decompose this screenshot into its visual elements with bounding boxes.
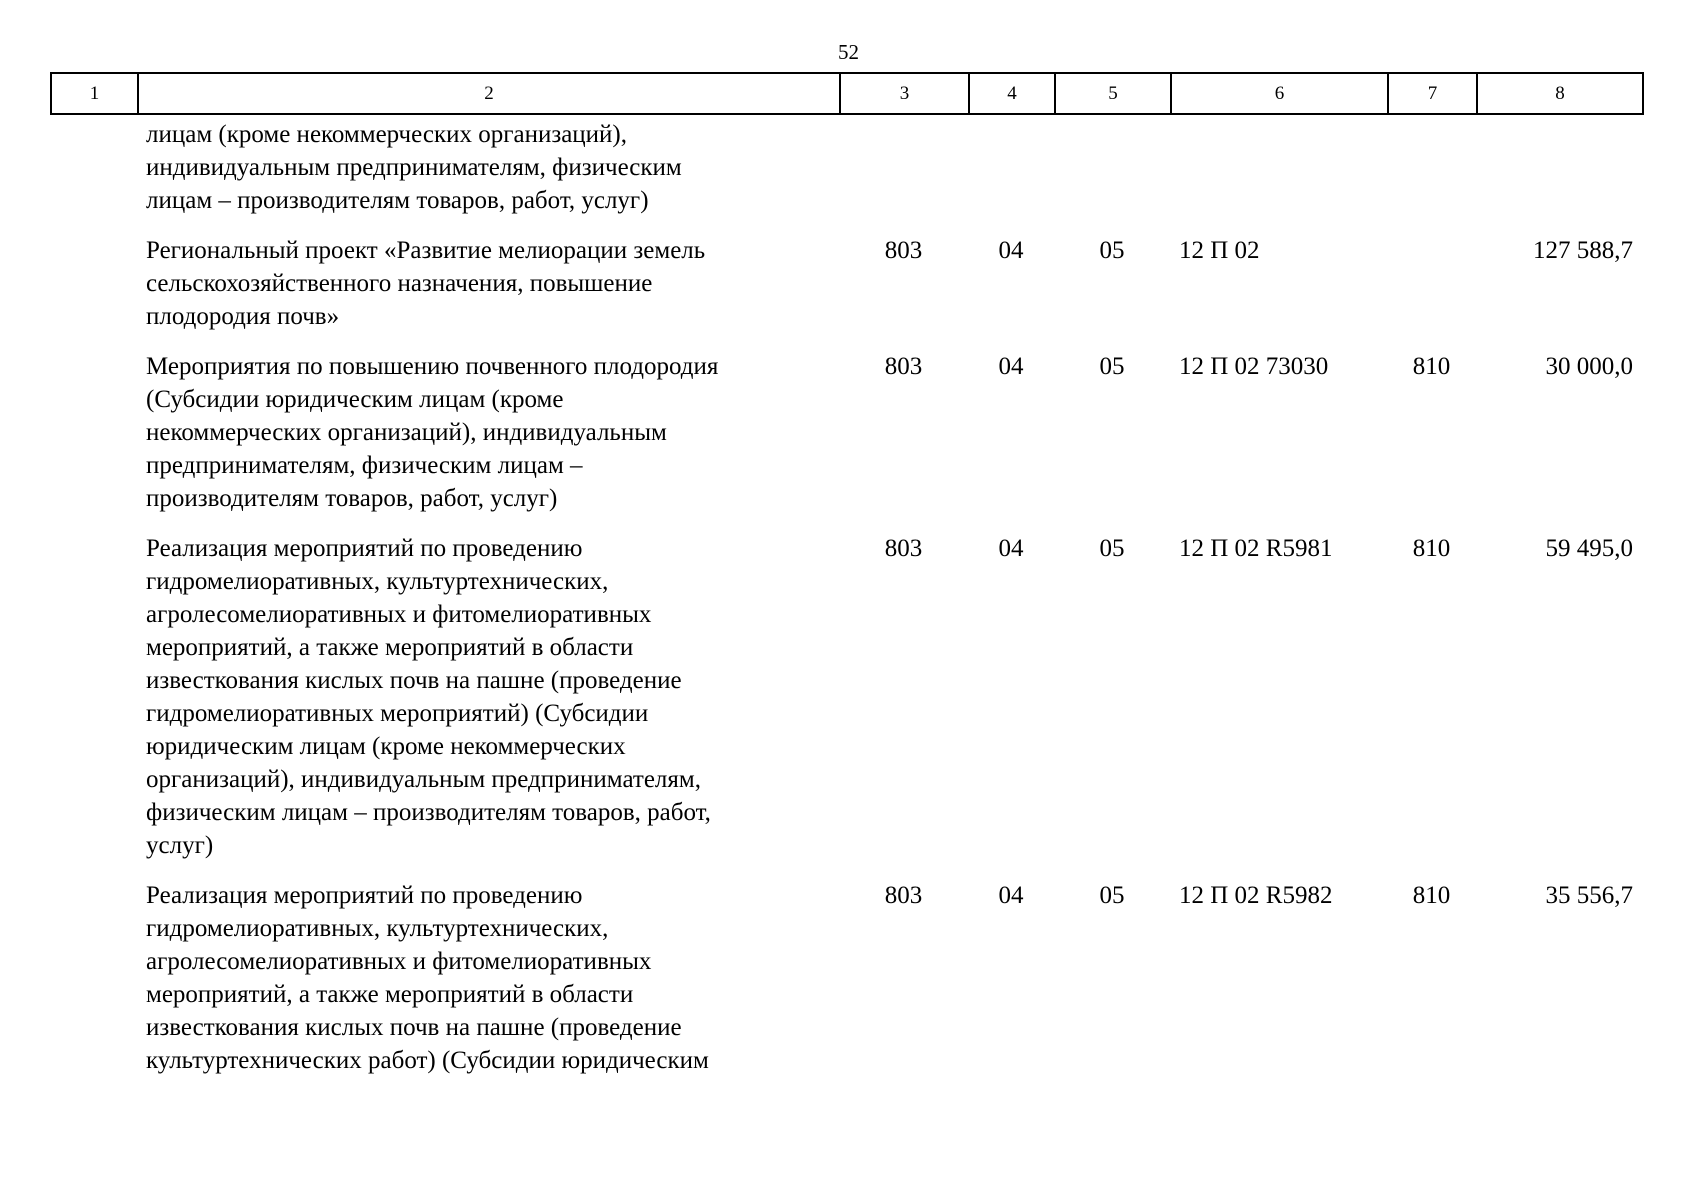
description-line: юридическим лицам (кроме некоммерческих [146, 733, 626, 760]
expense-type-cell [1387, 234, 1476, 333]
description-line: гидромелиоративных, культуртехнических, [146, 915, 609, 942]
description-line: услуг) [146, 832, 214, 859]
target-article-cell: 12 П 02 73030 [1179, 353, 1329, 380]
description-line: индивидуальным предпринимателям, физическим [146, 154, 682, 181]
expense-type-cell [1387, 118, 1476, 217]
description-line: Мероприятия по повышению почвенного плодородия [146, 353, 719, 380]
description-line: Региональный проект «Развитие мелиорации земель [146, 237, 706, 264]
description-cell [137, 118, 839, 217]
column-header-2: 2 [138, 73, 840, 114]
description-line: агролесомелиоративных и фитомелиоративных [146, 601, 652, 628]
amount-cell: 35 556,7 [1545, 882, 1633, 909]
description-line: физическим лицам – производителям товаров, работ, [146, 799, 711, 826]
section-code-cell [968, 118, 1054, 217]
column-header-1: 1 [51, 73, 138, 114]
description-line: мероприятий, а также мероприятий в области [146, 634, 634, 661]
row-number-cell [50, 234, 137, 333]
row-number-cell [50, 350, 137, 515]
column-header-4: 4 [969, 73, 1055, 114]
target-article-cell: 12 П 02 R5981 [1179, 535, 1333, 562]
expense-type-cell: 810 [1412, 353, 1451, 380]
column-header-5: 5 [1055, 73, 1171, 114]
description-cell [137, 532, 839, 862]
column-header-8: 8 [1477, 73, 1643, 114]
subsection-code-cell: 05 [1099, 535, 1125, 562]
description-line: гидромелиоративных, культуртехнических, [146, 568, 609, 595]
amount-cell: 30 000,0 [1545, 353, 1633, 380]
description-line: Реализация мероприятий по проведению [146, 882, 583, 909]
description-line: предпринимателям, физическим лицам – [146, 452, 583, 479]
description-line: культуртехнических работ) (Субсидии юридическим [146, 1047, 709, 1074]
table-body [50, 118, 1642, 1094]
description-line: лицам – производителям товаров, работ, услуг) [146, 187, 649, 214]
description-line: некоммерческих организаций), индивидуальным [146, 419, 667, 446]
subsection-code-cell: 05 [1099, 353, 1125, 380]
row-number-cell [50, 879, 137, 1077]
description-line: известкования кислых почв на пашне (проведение [146, 667, 682, 694]
description-line: лицам (кроме некоммерческих организаций), [146, 121, 628, 148]
description-cell [137, 350, 839, 515]
ministry-code-cell: 803 [884, 237, 923, 264]
section-code-cell: 04 [998, 882, 1024, 909]
page-number: 52 [838, 40, 859, 64]
table-row [50, 234, 1642, 333]
section-code-cell: 04 [998, 237, 1024, 264]
column-header-7: 7 [1388, 73, 1477, 114]
description-line: гидромелиоративных мероприятий) (Субсидии [146, 700, 649, 727]
description-line: организаций), индивидуальным предпринимателям, [146, 766, 701, 793]
description-line: (Субсидии юридическим лицам (кроме [146, 386, 564, 413]
subsection-code-cell [1054, 118, 1170, 217]
description-cell [137, 234, 839, 333]
description-line: плодородия почв» [146, 303, 340, 330]
row-number-cell [50, 118, 137, 217]
column-header-row [51, 73, 1643, 114]
description-cell [137, 879, 839, 1077]
table-row [50, 350, 1642, 515]
ministry-code-cell: 803 [884, 353, 923, 380]
description-line: известкования кислых почв на пашне (проведение [146, 1014, 682, 1041]
description-line: мероприятий, а также мероприятий в области [146, 981, 634, 1008]
description-line: Реализация мероприятий по проведению [146, 535, 583, 562]
amount-cell: 127 588,7 [1533, 237, 1633, 264]
column-header-3: 3 [840, 73, 969, 114]
description-line: производителям товаров, работ, услуг) [146, 485, 558, 512]
row-number-cell [50, 532, 137, 862]
target-article-cell: 12 П 02 [1179, 237, 1260, 264]
description-line: агролесомелиоративных и фитомелиоративных [146, 948, 652, 975]
target-article-cell [1170, 118, 1387, 217]
ministry-code-cell [839, 118, 968, 217]
ministry-code-cell: 803 [884, 882, 923, 909]
expense-type-cell: 810 [1412, 882, 1451, 909]
table-row [50, 118, 1642, 217]
ministry-code-cell: 803 [884, 535, 923, 562]
column-header-6: 6 [1171, 73, 1388, 114]
subsection-code-cell: 05 [1099, 882, 1125, 909]
table-row [50, 532, 1642, 862]
expense-type-cell: 810 [1412, 535, 1451, 562]
table-row [50, 879, 1642, 1077]
description-line: сельскохозяйственного назначения, повышение [146, 270, 653, 297]
subsection-code-cell: 05 [1099, 237, 1125, 264]
column-header-table [50, 72, 1644, 115]
section-code-cell: 04 [998, 353, 1024, 380]
target-article-cell: 12 П 02 R5982 [1179, 882, 1333, 909]
amount-cell: 59 495,0 [1545, 535, 1633, 562]
amount-cell [1476, 118, 1642, 217]
section-code-cell: 04 [998, 535, 1024, 562]
